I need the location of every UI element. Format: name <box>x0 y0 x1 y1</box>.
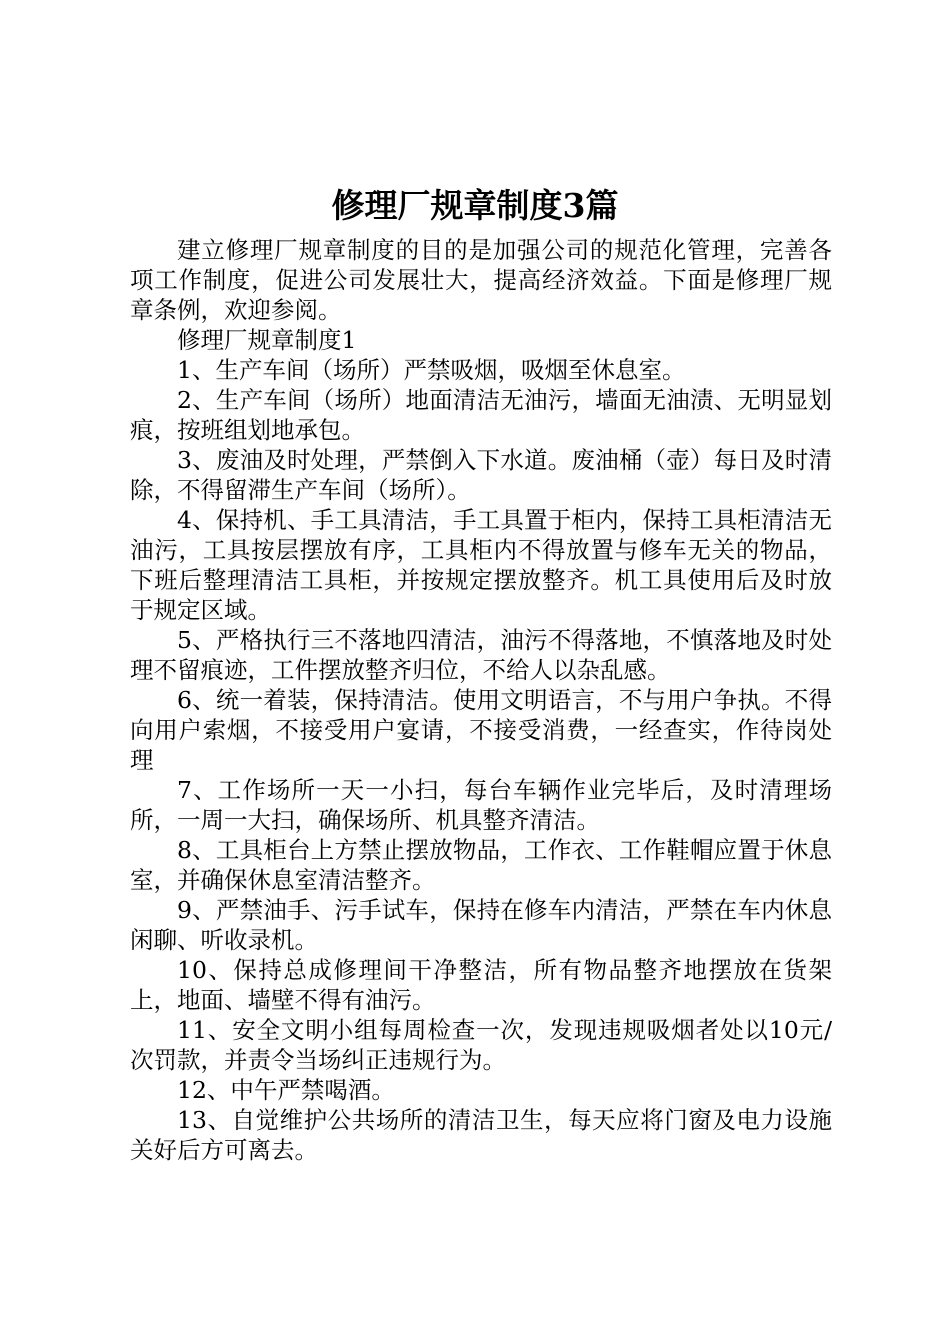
rule-item-7: 7、工作场所一天一小扫，每台车辆作业完毕后，及时清理场所，一周一大扫，确保场所、机具整齐清洁。 <box>130 776 832 834</box>
rule-item-2: 2、生产车间（场所）地面清洁无油污，墙面无油渍、无明显划痕，按班组划地承包。 <box>130 386 832 444</box>
rule-item-6: 6、统一着装，保持清洁。使用文明语言，不与用户争执。不得向用户索烟，不接受用户宴请，不接受消费，一经查实，作待岗处理 <box>130 686 832 774</box>
rule-item-8: 8、工具柜台上方禁止摆放物品，工作衣、工作鞋帽应置于休息室，并确保休息室清洁整齐。 <box>130 836 832 894</box>
intro-paragraph: 建立修理厂规章制度的目的是加强公司的规范化管理，完善各项工作制度，促进公司发展壮大，提高经济效益。下面是修理厂规章条例，欢迎参阅。 <box>130 236 832 324</box>
document-title: 修理厂规章制度3篇 <box>331 186 619 225</box>
rule-item-3: 3、废油及时处理，严禁倒入下水道。废油桶（壶）每日及时清除，不得留滞生产车间（场所）。 <box>130 446 832 504</box>
rule-item-9: 9、严禁油手、污手试车，保持在修车内清洁，严禁在车内休息闲聊、听收录机。 <box>130 896 832 954</box>
rule-item-4: 4、保持机、手工具清洁，手工具置于柜内，保持工具柜清洁无油污，工具按层摆放有序，工具柜内不得放置与修车无关的物品，下班后整理清洁工具柜，并按规定摆放整齐。机工具使用后及时放于规定区域。 <box>130 506 832 624</box>
rule-item-13: 13、自觉维护公共场所的清洁卫生，每天应将门窗及电力设施关好后方可离去。 <box>130 1106 832 1164</box>
rule-item-12: 12、中午严禁喝酒。 <box>177 1076 395 1104</box>
rule-item-1: 1、生产车间（场所）严禁吸烟，吸烟至休息室。 <box>177 356 686 384</box>
section-heading: 修理厂规章制度1 <box>177 326 357 354</box>
rule-item-10: 10、保持总成修理间干净整洁，所有物品整齐地摆放在货架上，地面、墙壁不得有油污。 <box>130 956 832 1014</box>
rule-item-5: 5、严格执行三不落地四清洁，油污不得落地，不慎落地及时处理不留痕迹，工件摆放整齐归位，不给人以杂乱感。 <box>130 626 832 684</box>
document-body <box>130 235 832 1165</box>
rule-item-11: 11、安全文明小组每周检查一次，发现违规吸烟者处以10元/次罚款，并责令当场纠正违规行为。 <box>130 1016 832 1074</box>
